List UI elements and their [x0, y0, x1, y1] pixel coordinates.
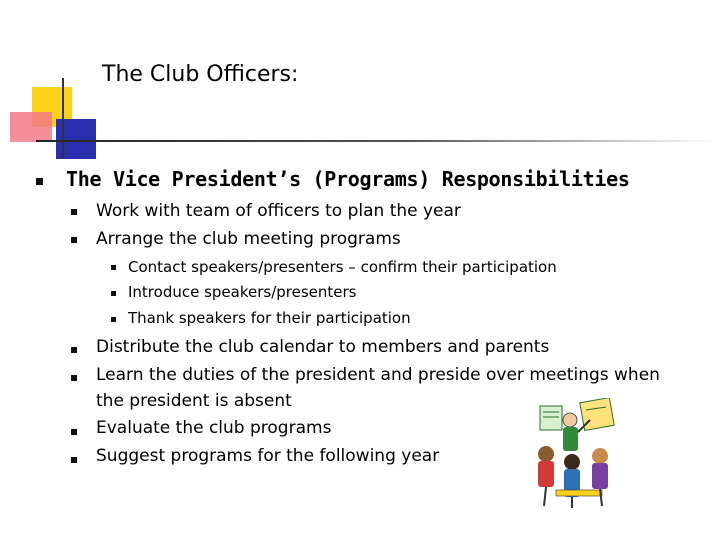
bullet-icon [111, 265, 116, 270]
list-item: Distribute the club calendar to members and parents [96, 337, 550, 357]
decor-red-square [10, 112, 52, 142]
section-heading: The Vice President’s (Programs) Responsibilities [66, 167, 630, 191]
list-item-continuation: the president is absent [96, 391, 292, 411]
sub-list-item: Introduce speakers/presenters [128, 283, 357, 301]
bullet-icon [71, 375, 77, 381]
list-item: Work with team of officers to plan the year [96, 201, 461, 221]
bullet-icon [111, 291, 116, 296]
list-item: Evaluate the club programs [96, 418, 332, 438]
sub-list-item: Thank speakers for their participation [128, 309, 411, 327]
list-item: Arrange the club meeting programs [96, 229, 401, 249]
decor-vertical-line [62, 78, 64, 158]
classroom-presentation-clipart [526, 398, 626, 510]
bullet-icon [71, 429, 77, 435]
list-item: Suggest programs for the following year [96, 446, 440, 466]
title-divider [36, 140, 716, 142]
bullet-icon [111, 317, 116, 322]
sub-list-item: Contact speakers/presenters – confirm their participation [128, 258, 557, 276]
list-item: Learn the duties of the president and preside over meetings when [96, 365, 660, 385]
bullet-icon [71, 457, 77, 463]
bullet-icon [71, 347, 77, 353]
slide-title: The Club Officers: [102, 62, 299, 87]
bullet-icon [71, 237, 77, 243]
bullet-icon [71, 209, 77, 215]
bullet-icon [36, 178, 43, 185]
